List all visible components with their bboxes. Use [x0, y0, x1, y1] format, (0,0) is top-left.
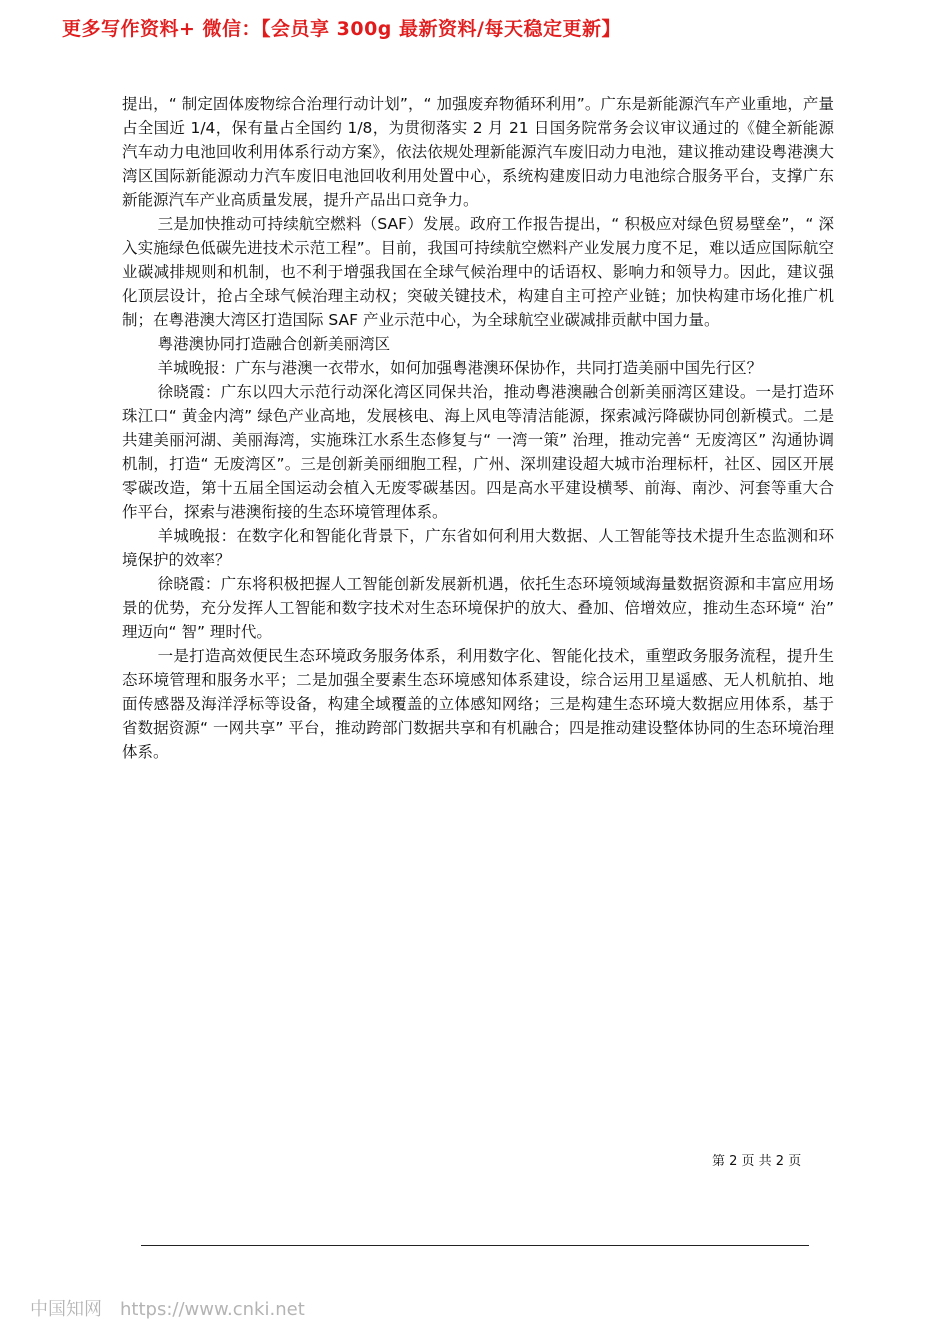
answer-digital: 徐晓霞：广东将积极把握人工智能创新发展新机遇，依托生态环境领域海量数据资源和丰富应用场景的优势，充分发挥人工智能和数字技术对生态环境保护的放大、叠加、倍增效应，推动生态环境“ 治” 理迈向“ 智” 理时代。 [122, 575, 834, 641]
article-body [122, 92, 834, 764]
watermark-brand: 中国知网 [30, 1299, 102, 1320]
footer-divider [141, 1245, 809, 1246]
promo-banner: 更多写作资料+ 微信：【会员享 300g 最新资料/每天稳定更新】 [62, 18, 621, 40]
question-digital: 羊城晚报：在数字化和智能化背景下，广东省如何利用大数据、人工智能等技术提升生态监测和环境保护的效率？ [122, 527, 834, 569]
section-heading: 粤港澳协同打造融合创新美丽湾区 [157, 335, 391, 353]
question-collaboration: 羊城晚报：广东与港澳一衣带水，如何加强粤港澳环保协作，共同打造美丽中国先行区？ [157, 359, 763, 377]
cnki-watermark [30, 1295, 305, 1321]
answer-collaboration: 徐晓霞：广东以四大示范行动深化湾区同保共治，推动粤港澳融合创新美丽湾区建设。一是打造环珠江口“ 黄金内湾” 绿色产业高地，发展核电、海上风电等清洁能源，探索减污降碳协同创新模式。二是共建美丽河湖、美丽海湾，实施珠江水系生态修复与“ 一湾一策” 治理，推动完善“ 无废湾区” 沟通协调机制，打造“ 无废湾区”。三是创新美丽细胞工程，广州、深圳建设超大城市治理标杆，社区、园区开展零碳改造，第十五届全国运动会植入无废零碳基因。四是高水平建设横琴、前海、南沙、河套等重大合作平台，探索与港澳衔接的生态环境管理体系。 [122, 383, 834, 521]
paragraph-battery-recycling: 提出，“ 制定固体废物综合治理行动计划”，“ 加强废弃物循环利用”。广东是新能源汽车产业重地，产量占全国近 1/4，保有量占全国约 1/8，为贯彻落实 2 月 21 日国务院常务会议审议通过的《健全新能源汽车动力电池回收利用体系行动方案》，依法依规处理新能源汽车废旧动力电池，建议推动建设粤港澳大湾区国际新能源动力汽车废旧电池回收利用处置中心，系统构建废旧动力电池综合服务平台，支撑广东新能源汽车产业高质量发展，提升产品出口竞争力。 [122, 95, 834, 209]
paragraph-digital-measures: 一是打造高效便民生态环境政务服务体系，利用数字化、智能化技术，重塑政务服务流程，提升生态环境管理和服务水平；二是加强全要素生态环境感知体系建设，综合运用卫星遥感、无人机航拍、地面传感器及海洋浮标等设备，构建全域覆盖的立体感知网络；三是构建生态环境大数据应用体系，基于省数据资源“ 一网共享” 平台，推动跨部门数据共享和有机融合；四是推动建设整体协同的生态环境治理体系。 [122, 647, 834, 761]
page-number: 第 2 页 共 2 页 [712, 1154, 802, 1169]
watermark-url: https://www.cnki.net [120, 1299, 305, 1320]
paragraph-saf: 三是加快推动可持续航空燃料（SAF）发展。政府工作报告提出，“ 积极应对绿色贸易壁垒”，“ 深入实施绿色低碳先进技术示范工程”。目前，我国可持续航空燃料产业发展力度不足，难以适应国际航空业碳减排规则和机制，也不利于增强我国在全球气候治理中的话语权、影响力和领导力。因此，建议强化顶层设计，抢占全球气候治理主动权；突破关键技术，构建自主可控产业链；加快构建市场化推广机制；在粤港澳大湾区打造国际 SAF 产业示范中心，为全球航空业碳减排贡献中国力量。 [122, 215, 834, 329]
